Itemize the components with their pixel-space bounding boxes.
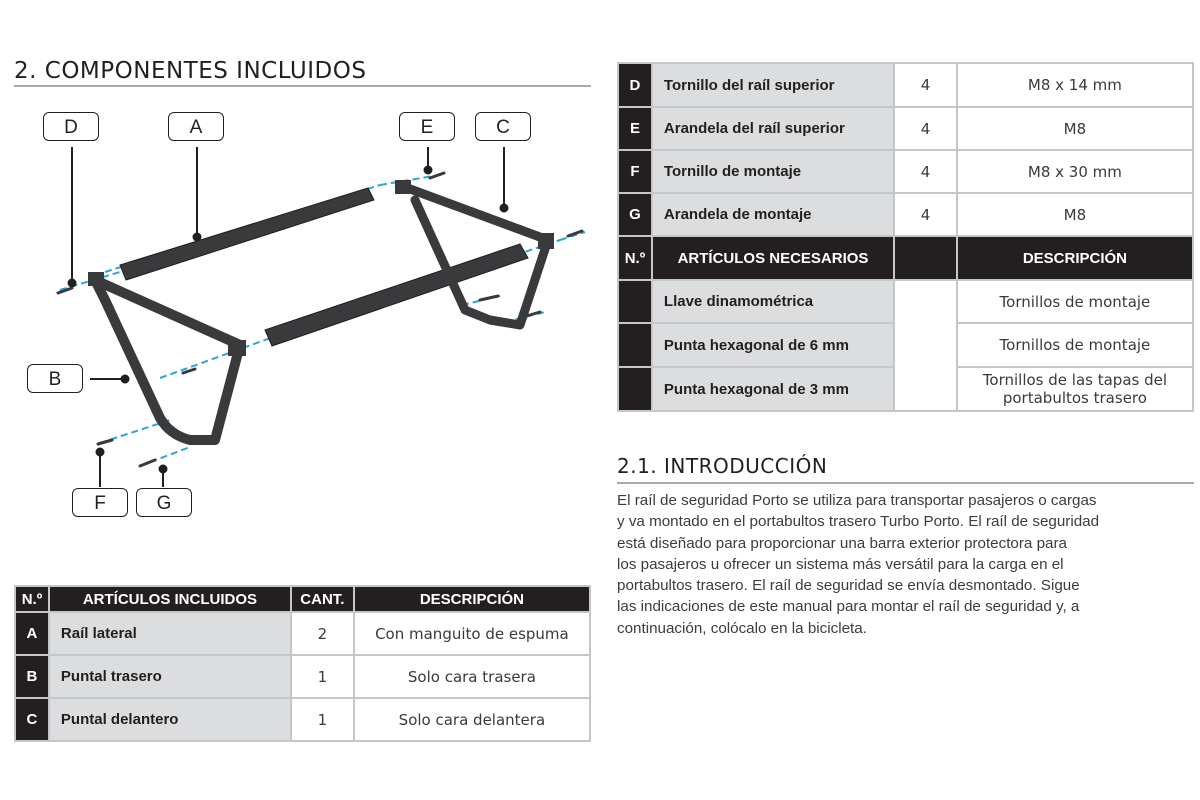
row-desc: Solo cara delantera bbox=[354, 698, 590, 741]
section-title-componentes: 2. COMPONENTES INCLUIDOS bbox=[14, 58, 367, 84]
intro-line: portabultos trasero. El raíl de seguridad se envía desmontado. Sigue bbox=[617, 577, 1080, 595]
row-name: Llave dinamométrica bbox=[652, 280, 894, 323]
callout-e: E bbox=[399, 112, 455, 141]
section-title-introduccion: 2.1. INTRODUCCIÓN bbox=[617, 454, 828, 478]
row-name: Punta hexagonal de 3 mm bbox=[652, 367, 894, 411]
exploded-assembly-diagram bbox=[0, 100, 600, 540]
intro-line: las indicaciones de este manual para montar el raíl de seguridad y, a bbox=[617, 598, 1080, 616]
table-header-row bbox=[15, 586, 590, 612]
included-items-table-continued bbox=[617, 62, 1194, 412]
callout-b: B bbox=[27, 364, 83, 393]
row-letter: A bbox=[15, 612, 49, 655]
row-name: Arandela del raíl superior bbox=[652, 107, 894, 150]
row-name: Puntal delantero bbox=[49, 698, 291, 741]
callout-c: C bbox=[475, 112, 531, 141]
row-name: Arandela de montaje bbox=[652, 193, 894, 236]
row-letter: C bbox=[15, 698, 49, 741]
row-letter bbox=[618, 280, 652, 323]
row-desc: M8 bbox=[957, 107, 1193, 150]
rail-assembly-illustration bbox=[0, 100, 600, 540]
header-qty bbox=[894, 236, 957, 280]
row-letter: B bbox=[15, 655, 49, 698]
row-letter bbox=[618, 323, 652, 367]
row-letter: G bbox=[618, 193, 652, 236]
row-desc-line1: Tornillos de las tapas del bbox=[982, 371, 1168, 389]
intro-line: los pasajeros u ofrecer un sistema más versátil para la carga en el bbox=[617, 555, 1064, 573]
table-row bbox=[618, 63, 1193, 107]
table-row bbox=[15, 655, 590, 698]
intro-line: y va montado en el portabultos trasero Turbo Porto. El raíl de seguridad bbox=[617, 513, 1100, 531]
header-desc: DESCRIPCIÓN bbox=[957, 236, 1193, 280]
callout-a: A bbox=[168, 112, 224, 141]
table-row bbox=[618, 150, 1193, 193]
included-items-table bbox=[14, 585, 591, 742]
header-desc: DESCRIPCIÓN bbox=[354, 586, 590, 612]
intro-line: El raíl de seguridad Porto se utiliza para transportar pasajeros o cargas bbox=[617, 492, 1097, 509]
row-name: Puntal trasero bbox=[49, 655, 291, 698]
callout-g: G bbox=[136, 488, 192, 517]
row-desc bbox=[957, 367, 1193, 411]
row-qty: 4 bbox=[894, 107, 957, 150]
section-rule bbox=[617, 482, 1194, 484]
intro-line: está diseñado para proporcionar una barra exterior protectora para bbox=[617, 534, 1067, 552]
row-qty: 1 bbox=[291, 655, 354, 698]
row-letter: E bbox=[618, 107, 652, 150]
row-letter: D bbox=[618, 63, 652, 107]
table-row bbox=[618, 193, 1193, 236]
row-desc: Tornillos de montaje bbox=[957, 280, 1193, 323]
row-qty: 1 bbox=[291, 698, 354, 741]
row-qty-merged bbox=[894, 280, 957, 411]
row-qty: 2 bbox=[291, 612, 354, 655]
row-qty: 4 bbox=[894, 193, 957, 236]
required-header-row bbox=[618, 236, 1193, 280]
intro-paragraph bbox=[617, 490, 1187, 639]
row-name: Tornillo de montaje bbox=[652, 150, 894, 193]
callout-d: D bbox=[43, 112, 99, 141]
header-item: ARTÍCULOS NECESARIOS bbox=[652, 236, 894, 280]
callout-f: F bbox=[72, 488, 128, 517]
table-row bbox=[15, 612, 590, 655]
table-row bbox=[618, 107, 1193, 150]
row-desc-line2: portabultos trasero bbox=[1002, 389, 1147, 407]
table-row bbox=[15, 698, 590, 741]
row-letter: F bbox=[618, 150, 652, 193]
row-desc: M8 x 30 mm bbox=[957, 150, 1193, 193]
row-desc: Con manguito de espuma bbox=[354, 612, 590, 655]
header-item: ARTÍCULOS INCLUIDOS bbox=[49, 586, 291, 612]
row-name: Raíl lateral bbox=[49, 612, 291, 655]
row-name: Tornillo del raíl superior bbox=[652, 63, 894, 107]
row-desc: Solo cara trasera bbox=[354, 655, 590, 698]
row-name: Punta hexagonal de 6 mm bbox=[652, 323, 894, 367]
table-row bbox=[618, 280, 1193, 323]
row-desc: M8 x 14 mm bbox=[957, 63, 1193, 107]
header-qty: CANT. bbox=[291, 586, 354, 612]
row-qty: 4 bbox=[894, 150, 957, 193]
section-rule bbox=[14, 85, 591, 87]
header-num: N.º bbox=[15, 586, 49, 612]
intro-line: continuación, colócalo en la bicicleta. bbox=[617, 619, 867, 637]
row-desc: M8 bbox=[957, 193, 1193, 236]
row-desc: Tornillos de montaje bbox=[957, 323, 1193, 367]
row-letter bbox=[618, 367, 652, 411]
row-qty: 4 bbox=[894, 63, 957, 107]
header-num: N.º bbox=[618, 236, 652, 280]
